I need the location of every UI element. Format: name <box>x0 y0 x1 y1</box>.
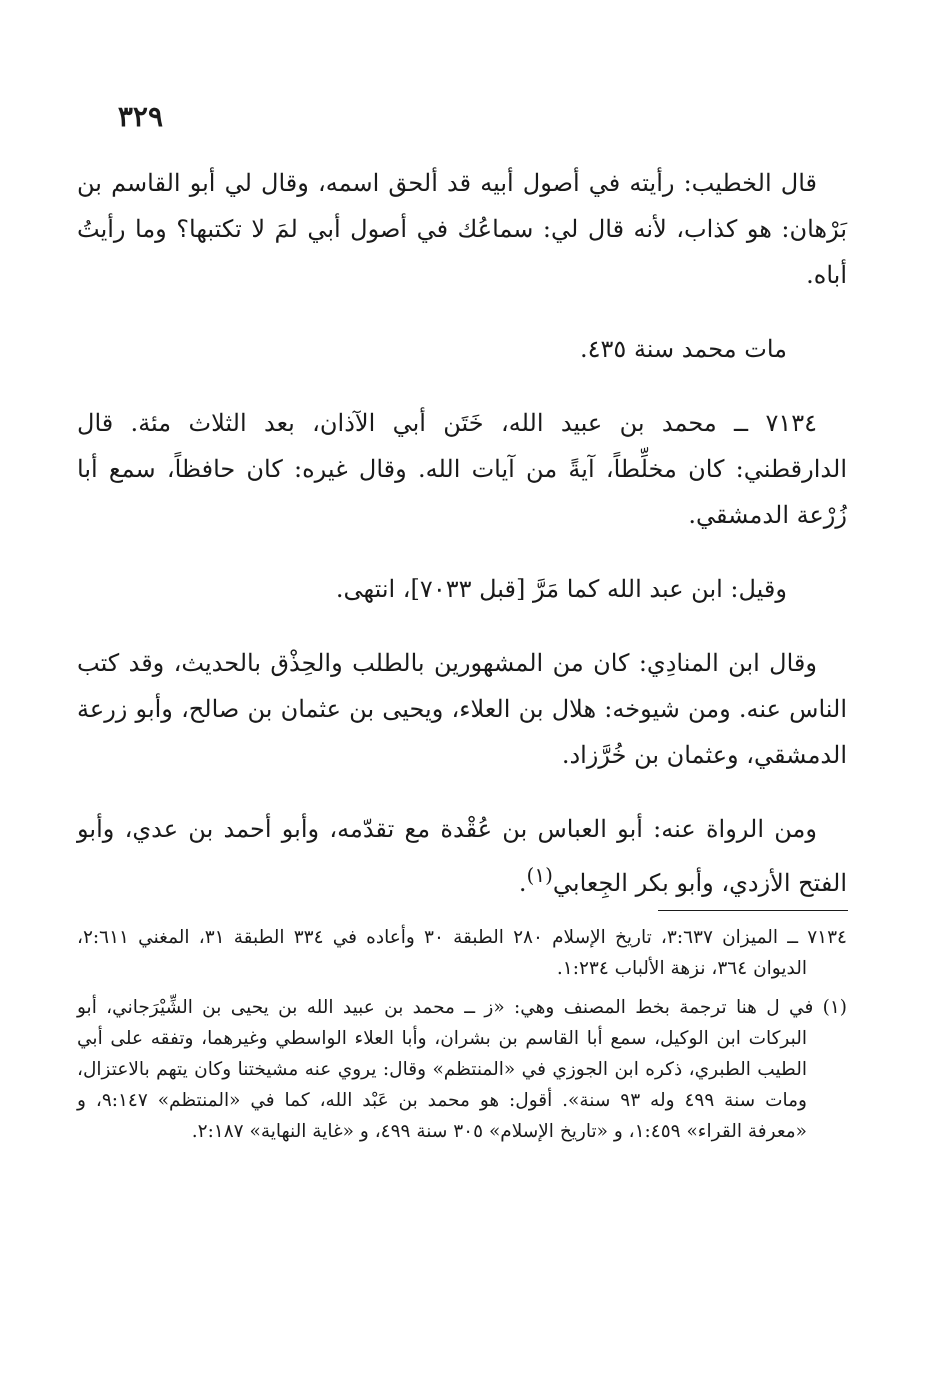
footnote-ref-1: (١) <box>526 863 553 887</box>
footnote-separator <box>658 910 848 911</box>
narrators-trail: . <box>518 869 527 897</box>
paragraph-khatib-quote: قال الخطيب: رأيته في أصول أبيه قد ألحق اسمه، وقال لي أبو القاسم بن بَرْهان: هو كذاب، لأنه قال لي: سماعُك في أصول أبي لمَ لا تكتبها؟ وما رأيتُ أباه. <box>77 169 847 289</box>
paragraph-alternate-name: وقيل: ابن عبد الله كما مَرَّ [قبل ٧٠٣٣]، انتهى. <box>335 575 787 603</box>
paragraph-ibn-munadi: وقال ابن المنادِي: كان من المشهورين بالطلب والحِذْق بالحديث، وقد كتب الناس عنه. ومن شيوخه: هلال بن العلاء، ويحيى بن عثمان بن صالح، وأبو زرعة الدمشقي، وعثمان بن خُرَّزاد. <box>77 649 847 769</box>
paragraph-entry-7134: ٧١٣٤ ــ محمد بن عبيد الله، خَتَن أبي الآذان، بعد الثلاث مئة. قال الدارقطني: كان مخلِّطاً، آيةً من آيات الله. وقال غيره: كان حافظاً، سمع أبا زُرْعة الدمشقي. <box>77 409 847 529</box>
narrators-text: ومن الرواة عنه: أبو العباس بن عُقْدة مع تقدّمه، وأبو أحمد بن عدي، وأبو الفتح الأزدي، وأبو بكر الجِعابي <box>77 815 847 897</box>
main-text-body <box>77 160 847 934</box>
footnote-1: (١) في ل هنا ترجمة بخط المصنف وهي: «ز ــ محمد بن عبيد الله بن يحيى بن الشِّيْرَجاني، أبو البركات ابن الوكيل، سمع أبا القاسم بن بشران، وأبا العلاء الواسطي وغيرهما، وتفقه على أبي الطيب الطبري، ذكره ابن الجوزي في «المنتظم» وقال: يروي عنه مشيختنا وكان يتهم بالاعتزال، ومات سنة ٤٩٩ وله ٩٣ سنة». أقول: هو محمد بن عَبْد الله، كما في «المنتظم» ٩:١٤٧، و «معرفة القراء» ١:٤٥٩، و «تاريخ الإسلام» ٣٠٥ سنة ٤٩٩، و «غاية النهاية» ٢:١٨٧. <box>77 997 847 1142</box>
footnote-sources-7134: ٧١٣٤ ــ الميزان ٣:٦٣٧، تاريخ الإسلام ٢٨٠ الطبقة ٣٠ وأعاده في ٣٣٤ الطبقة ٣١، المغني ٢:٦١١، الديوان ٣٦٤، نزهة الألباب ١:٢٣٤. <box>77 927 847 979</box>
paragraph-narrators <box>77 806 847 906</box>
paragraph-death-date: مات محمد سنة ٤٣٥. <box>580 335 787 363</box>
page-number: ٣٢٩ <box>117 100 163 133</box>
footnotes <box>77 922 847 1155</box>
